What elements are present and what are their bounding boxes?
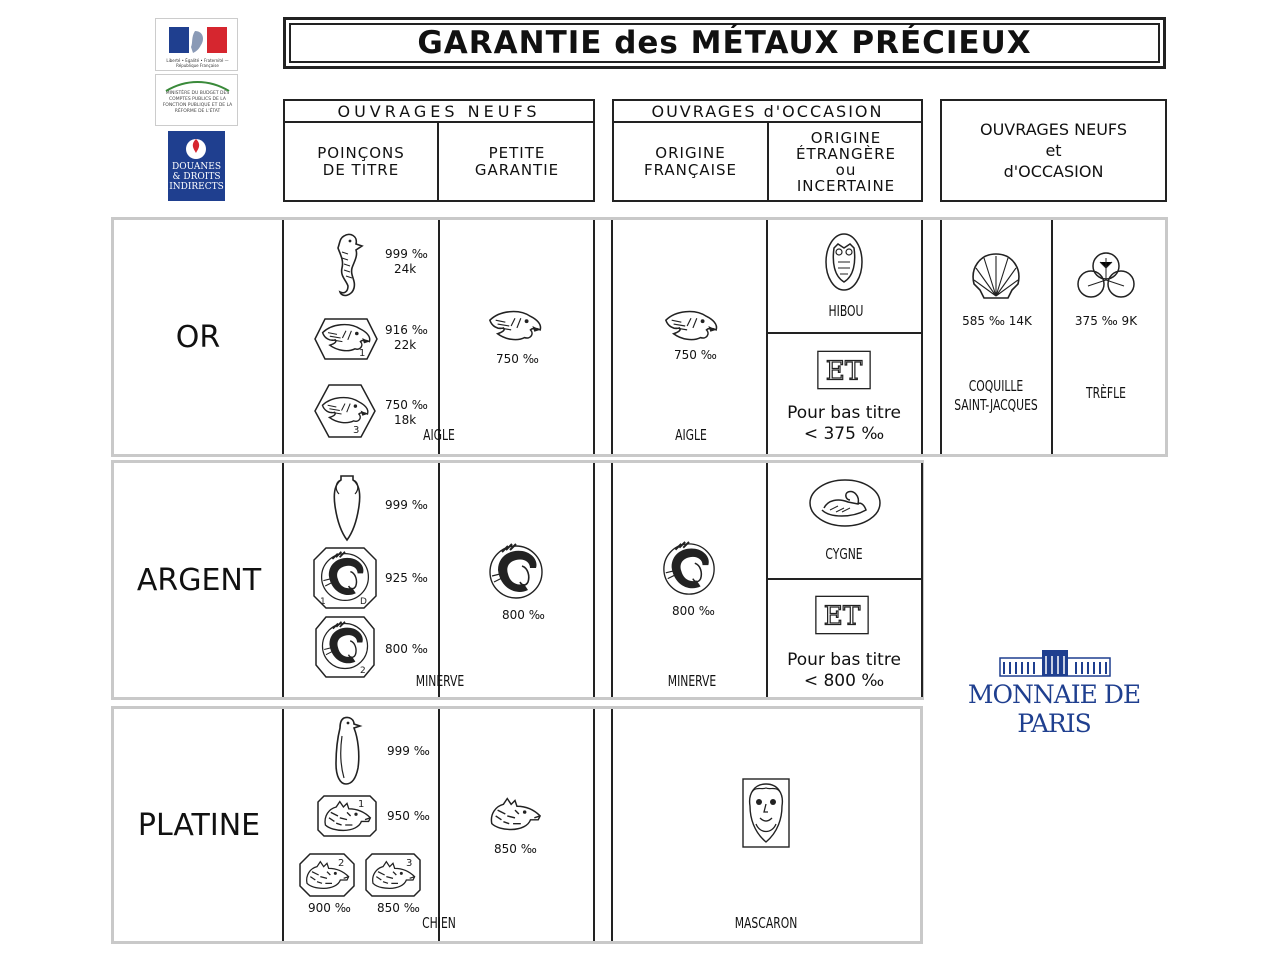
or-t3-num: 3 (353, 425, 360, 436)
et-mark-icon (816, 349, 872, 391)
page-title-text: GARANTIE des MÉTAUX PRÉCIEUX (417, 25, 1032, 61)
aigle-icon (313, 383, 377, 439)
or-coquille-l2: SAINT-JACQUES (954, 396, 1038, 414)
platine-t1-v1: 999 ‰ (387, 744, 430, 758)
douanes-line3: INDIRECTS (169, 182, 224, 192)
minerve-icon (486, 542, 546, 602)
logo-ministere (155, 74, 238, 126)
or-trefle-value: 375 ‰ 9K (1074, 314, 1138, 328)
header-ouvrages-neufs-title: OUVRAGES NEUFS (285, 101, 593, 123)
or-t2-num: 1 (359, 348, 366, 359)
row-argent-et-divider (768, 578, 921, 580)
or-occ-fr-value: 750 ‰ (674, 348, 717, 362)
amphore-icon (331, 472, 363, 542)
header-origine-francaise: ORIGINE FRANÇAISE (614, 123, 769, 200)
hippocampe-icon (330, 230, 366, 302)
row-or-coquille-divider (1051, 220, 1053, 454)
row-argent-label: ARGENT (136, 562, 262, 598)
row-or-divider (438, 220, 440, 454)
platine-t3-v1: 900 ‰ (308, 901, 351, 915)
or-bas-l2: < 375 ‰ (803, 424, 885, 444)
platine-occ-caption: MASCARON (734, 914, 798, 932)
trefle-icon (1074, 250, 1138, 304)
header-petite-garantie: PETITE GARANTIE (474, 143, 560, 179)
header-poincons: POINÇONS DE TITRE (285, 123, 439, 200)
row-or-label: OR (175, 319, 221, 355)
platine-t2-v1: 950 ‰ (387, 809, 430, 823)
aigle-icon (313, 316, 379, 362)
argent-t2-letter: D (360, 597, 367, 607)
aigle-icon (662, 306, 720, 346)
ministere-text: MINISTÈRE DU BUDGET DES COMPTES PUBLICS DE LA FONCTION PUBLIQUE ET DE LA RÉFORME DE L'ÉTAT (162, 91, 233, 114)
pingouin-icon (330, 714, 364, 786)
row-or-neufs-occasion (940, 220, 942, 454)
or-petite-value: 750 ‰ (496, 352, 539, 366)
or-t3-v2: 18k (394, 413, 417, 427)
or-t1-v2: 24k (394, 262, 417, 276)
chien-icon (298, 852, 356, 898)
header-origine-etrangere: ORIGINE ÉTRANGÈRE ou INCERTAINE (796, 128, 896, 195)
argent-t1-v1: 999 ‰ (385, 498, 428, 512)
platine-t2-num: 1 (358, 799, 365, 810)
header-ouvrages-neufs (283, 99, 595, 202)
or-hibou: HIBOU (828, 302, 864, 320)
or-coquille-value: 585 ‰ 14K (962, 314, 1032, 328)
minerve-icon (312, 546, 378, 610)
chien-icon (486, 794, 544, 834)
mascaron-icon (742, 778, 790, 848)
argent-t2-v1: 925 ‰ (385, 571, 428, 585)
aigle-icon (486, 306, 544, 346)
argent-cygne: CYGNE (825, 545, 863, 563)
cygne-icon (808, 478, 882, 528)
et-mark-icon (814, 594, 870, 636)
hibou-icon (824, 232, 864, 292)
row-argent-divider (438, 463, 440, 697)
or-titre-caption: AIGLE (423, 426, 455, 444)
argent-occ-fr-value: 800 ‰ (672, 604, 715, 618)
argent-bas-l2: < 800 ‰ (803, 671, 885, 691)
row-platine-label: PLATINE (137, 807, 261, 843)
header-ouvrages-occasion-title: OUVRAGES d'OCCASION (614, 101, 921, 123)
row-or-et-divider (768, 332, 921, 334)
douanes-line1: DOUANES (171, 162, 221, 172)
or-occ-fr-caption: AIGLE (675, 426, 707, 444)
minerve-icon (314, 615, 376, 679)
ministere-arc-icon (156, 79, 239, 93)
douanes-line2: & DROITS (172, 172, 221, 182)
platine-titre-caption: CHIEN (422, 914, 456, 932)
argent-occ-fr-caption: MINERVE (667, 672, 717, 690)
monnaie-building-icon (1000, 648, 1110, 678)
or-trefle: TRÈFLE (1086, 384, 1126, 402)
chien-icon (316, 794, 378, 838)
argent-t3-num: 2 (360, 666, 366, 676)
or-t3-v1: 750 ‰ (385, 398, 428, 412)
argent-bas-l1: Pour bas titre (787, 650, 901, 670)
or-t1-v1: 999 ‰ (385, 247, 428, 261)
flame-icon (168, 133, 225, 163)
logo-douanes (168, 131, 225, 201)
argent-t3-v1: 800 ‰ (385, 642, 428, 656)
chien-icon (364, 852, 422, 898)
page-title (289, 23, 1160, 63)
argent-petite-value: 800 ‰ (502, 608, 545, 622)
header-neufs-occasion: OUVRAGES NEUFS et d'OCCASION (940, 99, 1167, 202)
header-ouvrages-occasion (612, 99, 923, 202)
minerve-icon (660, 540, 718, 598)
argent-titre-caption: MINERVE (415, 672, 465, 690)
marianne-icon (157, 23, 238, 59)
logo-republique (155, 18, 238, 71)
republique-text: Liberté • Égalité • Fraternité — République Française (166, 58, 229, 68)
platine-t3-num: 2 (338, 858, 345, 869)
argent-t2-num: 1 (320, 597, 326, 607)
or-bas-l1: Pour bas titre (787, 403, 901, 423)
or-coquille-l1: COQUILLE (968, 377, 1024, 395)
title-frame (283, 17, 1166, 69)
monnaie-de-paris-text: MONNAIE DE PARIS (967, 680, 1141, 738)
coquille-icon (968, 250, 1024, 304)
platine-t4-v1: 850 ‰ (377, 901, 420, 915)
row-platine-divider (438, 709, 440, 941)
platine-petite-value: 850 ‰ (494, 842, 537, 856)
or-t2-v2: 22k (394, 338, 417, 352)
or-t2-v1: 916 ‰ (385, 323, 428, 337)
platine-t4-num: 3 (406, 858, 413, 869)
